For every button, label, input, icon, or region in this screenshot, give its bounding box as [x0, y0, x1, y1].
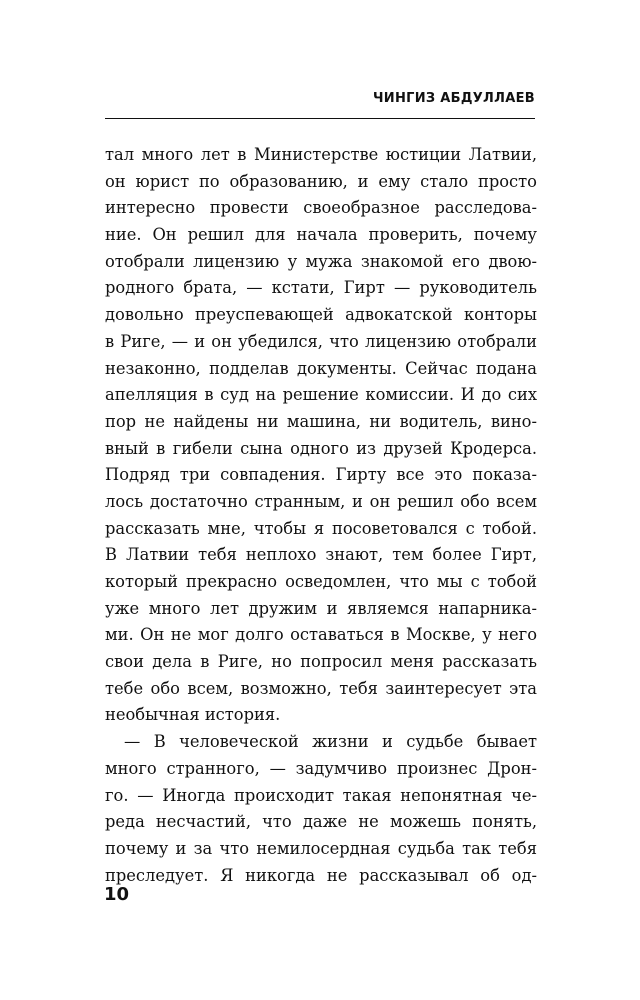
text-line: довольно преуспевающей адвокатской конторы	[105, 305, 537, 325]
text-line: свои дела в Риге, но попросил меня рассказать	[105, 652, 537, 672]
text-line: преследует. Я никогда не рассказывал об од-	[105, 865, 537, 885]
running-head: ЧИНГИЗ АБДУЛЛАЕВ	[372, 91, 535, 106]
text-line: Подряд три совпадения. Гирту все это показа-	[105, 465, 537, 485]
text-line: ние. Он решил для начала проверить, почему	[105, 225, 537, 245]
text-line: го. — Иногда происходит такая непонятная че-	[105, 785, 537, 805]
text-line: лось достаточно странным, и он решил обо всем	[105, 491, 537, 511]
text-line: незаконно, подделав документы. Сейчас подана	[105, 358, 537, 378]
text-line: много странного, — задумчиво произнес Дрон-	[105, 758, 537, 778]
text-line: интересно провести своеобразное расследова-	[105, 198, 537, 218]
text-line: родного брата, — кстати, Гирт — руководитель	[105, 278, 537, 298]
text-line: пор не найдены ни машина, ни водитель, вино-	[105, 411, 537, 431]
text-line: необычная история.	[105, 705, 281, 725]
body-text	[105, 142, 537, 889]
text-line: тал много лет в Министерстве юстиции Латвии,	[105, 145, 537, 164]
page-number: 10	[104, 884, 130, 905]
text-line: в Риге, — и он убедился, что лицензию отобрали	[105, 331, 537, 351]
text-line: тебе обо всем, возможно, тебя заинтересует эта	[105, 678, 537, 698]
text-line: почему и за что немилосердная судьба так тебя	[105, 838, 537, 858]
header-rule	[105, 118, 535, 119]
text-line: он юрист по образованию, и ему стало просто	[105, 171, 537, 191]
text-line: реда несчастий, что даже не можешь понять,	[105, 812, 537, 832]
text-line: апелляция в суд на решение комиссии. И до сих	[105, 385, 537, 405]
text-line: который прекрасно осведомлен, что мы с тобой	[105, 572, 537, 591]
text-line: отобрали лицензию у мужа знакомой его двою-	[105, 251, 537, 271]
text-line: рассказать мне, чтобы я посоветовался с тобой.	[105, 518, 537, 538]
text-line: вный в гибели сына одного из друзей Кродерса.	[105, 438, 537, 458]
text-line: В Латвии тебя неплохо знают, тем более Гирт,	[105, 545, 537, 565]
text-line: — В человеческой жизни и судьбе бывает	[124, 732, 537, 752]
text-line: ми. Он не мог долго оставаться в Москве, у него	[105, 625, 537, 645]
text-line: уже много лет дружим и являемся напарника-	[105, 598, 537, 618]
